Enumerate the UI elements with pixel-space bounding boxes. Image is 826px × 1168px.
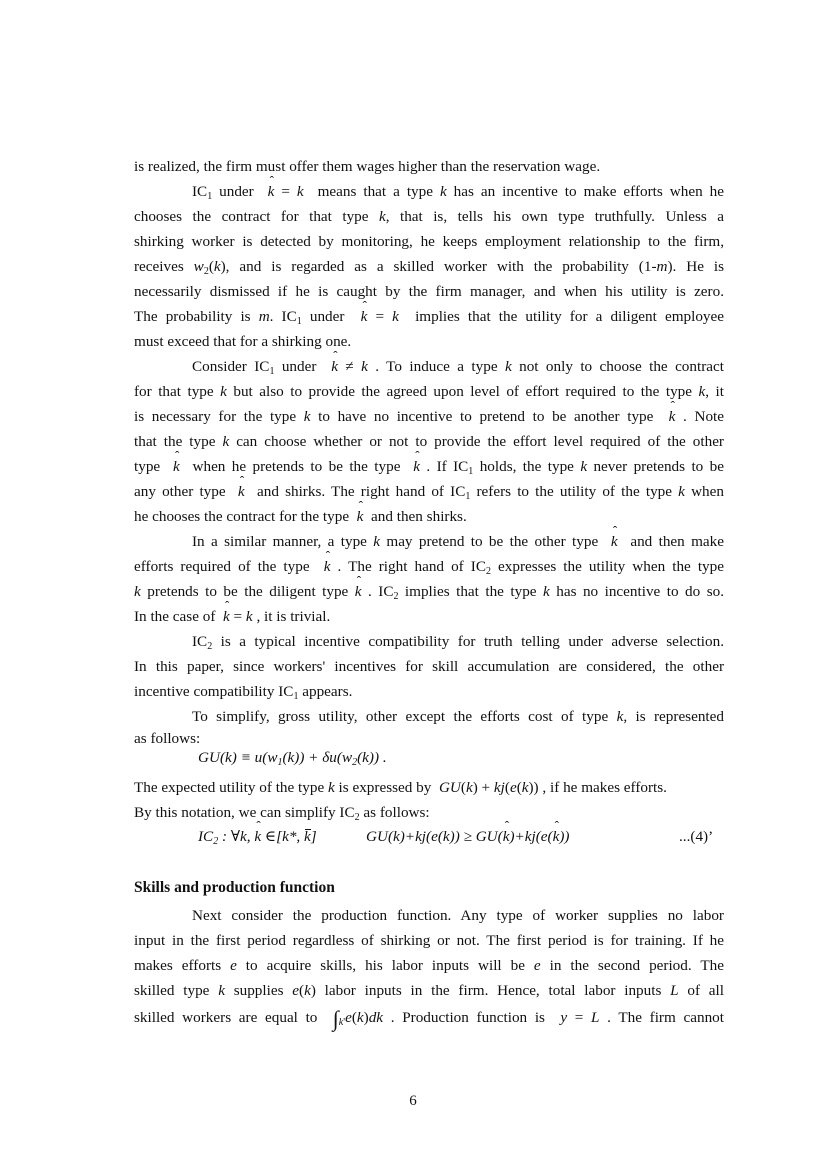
text-line: incentive compatibility $IC_1$ appears. — [134, 683, 353, 702]
text-line: To simplify, gross utility, other except the efforts cost of type k, is represented — [192, 708, 724, 725]
section-heading: Skills and production function — [134, 879, 335, 896]
text-line: $IC_2$ is a typical incentive compatibility for truth telling under adverse selection. — [192, 633, 724, 652]
text-line: for that type k but also to provide the agreed upon level of effort required to the type k, it — [134, 383, 724, 400]
text-line: The probability is m. $IC_1$ under ˆ k = k implies that the utility for a diligent employee — [134, 308, 724, 326]
text-line: he chooses the contract for the type ˆ k and then shirks. — [134, 508, 724, 526]
text-line: $IC_1$ under ˆ k = k means that a type k has an incentive to make efforts when he — [192, 183, 724, 201]
equation-number: ...(4)’ — [679, 828, 714, 845]
text-line: Consider $IC_1$ under ˆ k ≠ k . To induce a type k not only to choose the contract — [192, 358, 724, 376]
page-number: 6 — [409, 1093, 417, 1109]
text-line: In this paper, since workers' incentives for skill accumulation are considered, the other — [134, 658, 724, 675]
text-line: The expected utility of the type k is expressed by GU(k) + kj(e(k)) , if he makes efforts. — [134, 779, 667, 796]
text-line: any other type ˆ k and shirks. The right hand of $IC_1$ refers to the utility of the type k when — [134, 483, 724, 501]
text-line: receives $w_2(k)$, and is regarded as a skilled worker with the probability (1-m). He is — [134, 258, 725, 277]
text-line: In the case of ˆ k = k , it is trivial. — [134, 608, 724, 626]
text-line: type ˆ k when he pretends to be the type ˆ k . If $IC_1$ holds, the type k never pretends to be — [134, 458, 724, 476]
text-line: that the type k can choose whether or not to provide the effort level required of the other — [134, 433, 724, 450]
equation-gross-utility: $GU(k) \equiv u(w_1(k)) + \delta u(w_2(k))$ . — [198, 749, 387, 768]
text-line: Next consider the production function. Any type of worker supplies no labor — [192, 907, 724, 924]
equation-ic2-inequality: GU(k)+kj(e(k)) ≥ GU(ˆ k)+kj(e(ˆ k)) — [366, 828, 569, 846]
text-line: as follows: — [134, 730, 201, 747]
text-line: k pretends to be the diligent type ˆ k . $IC_2$ implies that the type k has no incentive to do so. — [134, 583, 724, 601]
text-line: efforts required of the type ˆ k . The right hand of $IC_2$ expresses the utility when the type — [134, 558, 724, 576]
text-line: shirking worker is detected by monitoring, he keeps employment relationship to the firm, — [134, 233, 724, 250]
text-line: is necessary for the type k to have no incentive to pretend to be another type ˆ k . Note — [134, 408, 724, 426]
text-line: chooses the contract for that type k, that is, tells his own type truthfully. Unless a — [134, 208, 724, 225]
text-line: By this notation, we can simplify $IC_2$ as follows: — [134, 804, 430, 823]
text-line: necessarily dismissed if he is caught by the firm manager, and when his utility is zero. — [134, 283, 724, 300]
text-line: is realized, the firm must offer them wages higher than the reservation wage. — [134, 158, 601, 175]
equation-ic2-left: $IC_2$ : ∀k, ˆ k ∈[k*, k] — [198, 828, 317, 846]
text-line: must exceed that for a shirking one. — [134, 333, 352, 350]
text-line: In a similar manner, a type k may pretend to be the other type ˆ k and then make — [192, 533, 724, 551]
text-line: skilled workers are equal to $\int_{k'}e(k)dk$ . Production function is y = L . The firm cannot — [134, 1006, 724, 1031]
text-line: makes efforts e to acquire skills, his labor inputs will be e in the second period. The — [134, 957, 724, 974]
text-line: input in the first period regardless of shirking or not. The first period is for training. If he — [134, 932, 724, 949]
text-line: skilled type k supplies e(k) labor inputs in the firm. Hence, total labor inputs L of all — [134, 982, 724, 999]
